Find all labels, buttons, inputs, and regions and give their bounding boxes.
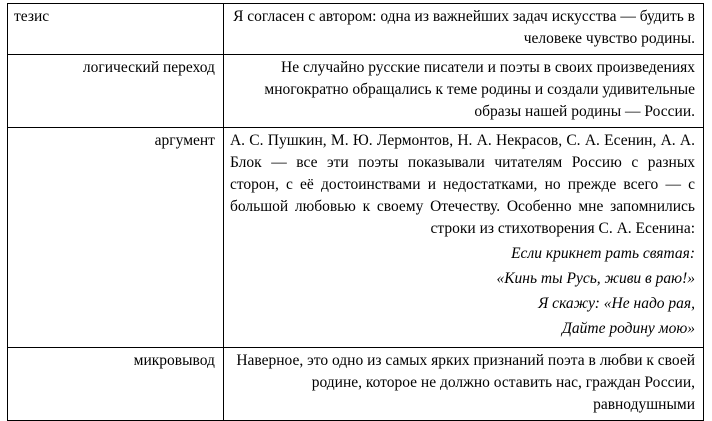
poem-line-2: «Кинь ты Русь, живи в раю!» [496,270,695,287]
row-text-micro-conclusion: Наверное, это одно из самых ярких признаний поэта в любви к своей родине, которое не должно оставить нас, граждан России, равнодушными [223,348,703,421]
poem-line-3: Я скажу: «Не надо рая, [538,295,695,312]
poem-line-4: Дайте родину мою» [562,320,695,337]
row-text-thesis: Я согласен с автором: одна из важнейших задач искусства — будить в человеке чувство родины. [223,4,703,55]
row-cell-argument [223,128,703,348]
poem-line-1: Если крикнет рать святая: [511,245,695,262]
essay-structure-table [7,3,704,421]
table-row-logical-transition [8,55,704,128]
row-text-logical-transition: Не случайно русские писатели и поэты в своих произведениях многократно обращались к теме родины и создали удивительные образы нашей родины — России. [223,55,703,128]
row-label-thesis: тезис [8,4,224,55]
poem-quote [230,243,695,340]
row-label-micro-conclusion: микровывод [8,348,224,421]
row-label-argument: аргумент [8,128,224,348]
table-row-thesis [8,4,704,55]
row-text-argument: А. С. Пушкин, М. Ю. Лермонтов, Н. А. Некрасов, С. А. Есенин, А. А. Блок — все эти поэты показывали читателям Россию с разных сторон, с её достоинствами и недостатками, но прежде всего — с большой любовью к своему Отечеству. Особенно мне запомнились строки из стихотворения С. А. Есенина: [229,132,695,237]
row-label-logical-transition: логический переход [8,55,224,128]
table-row-argument [8,128,704,348]
